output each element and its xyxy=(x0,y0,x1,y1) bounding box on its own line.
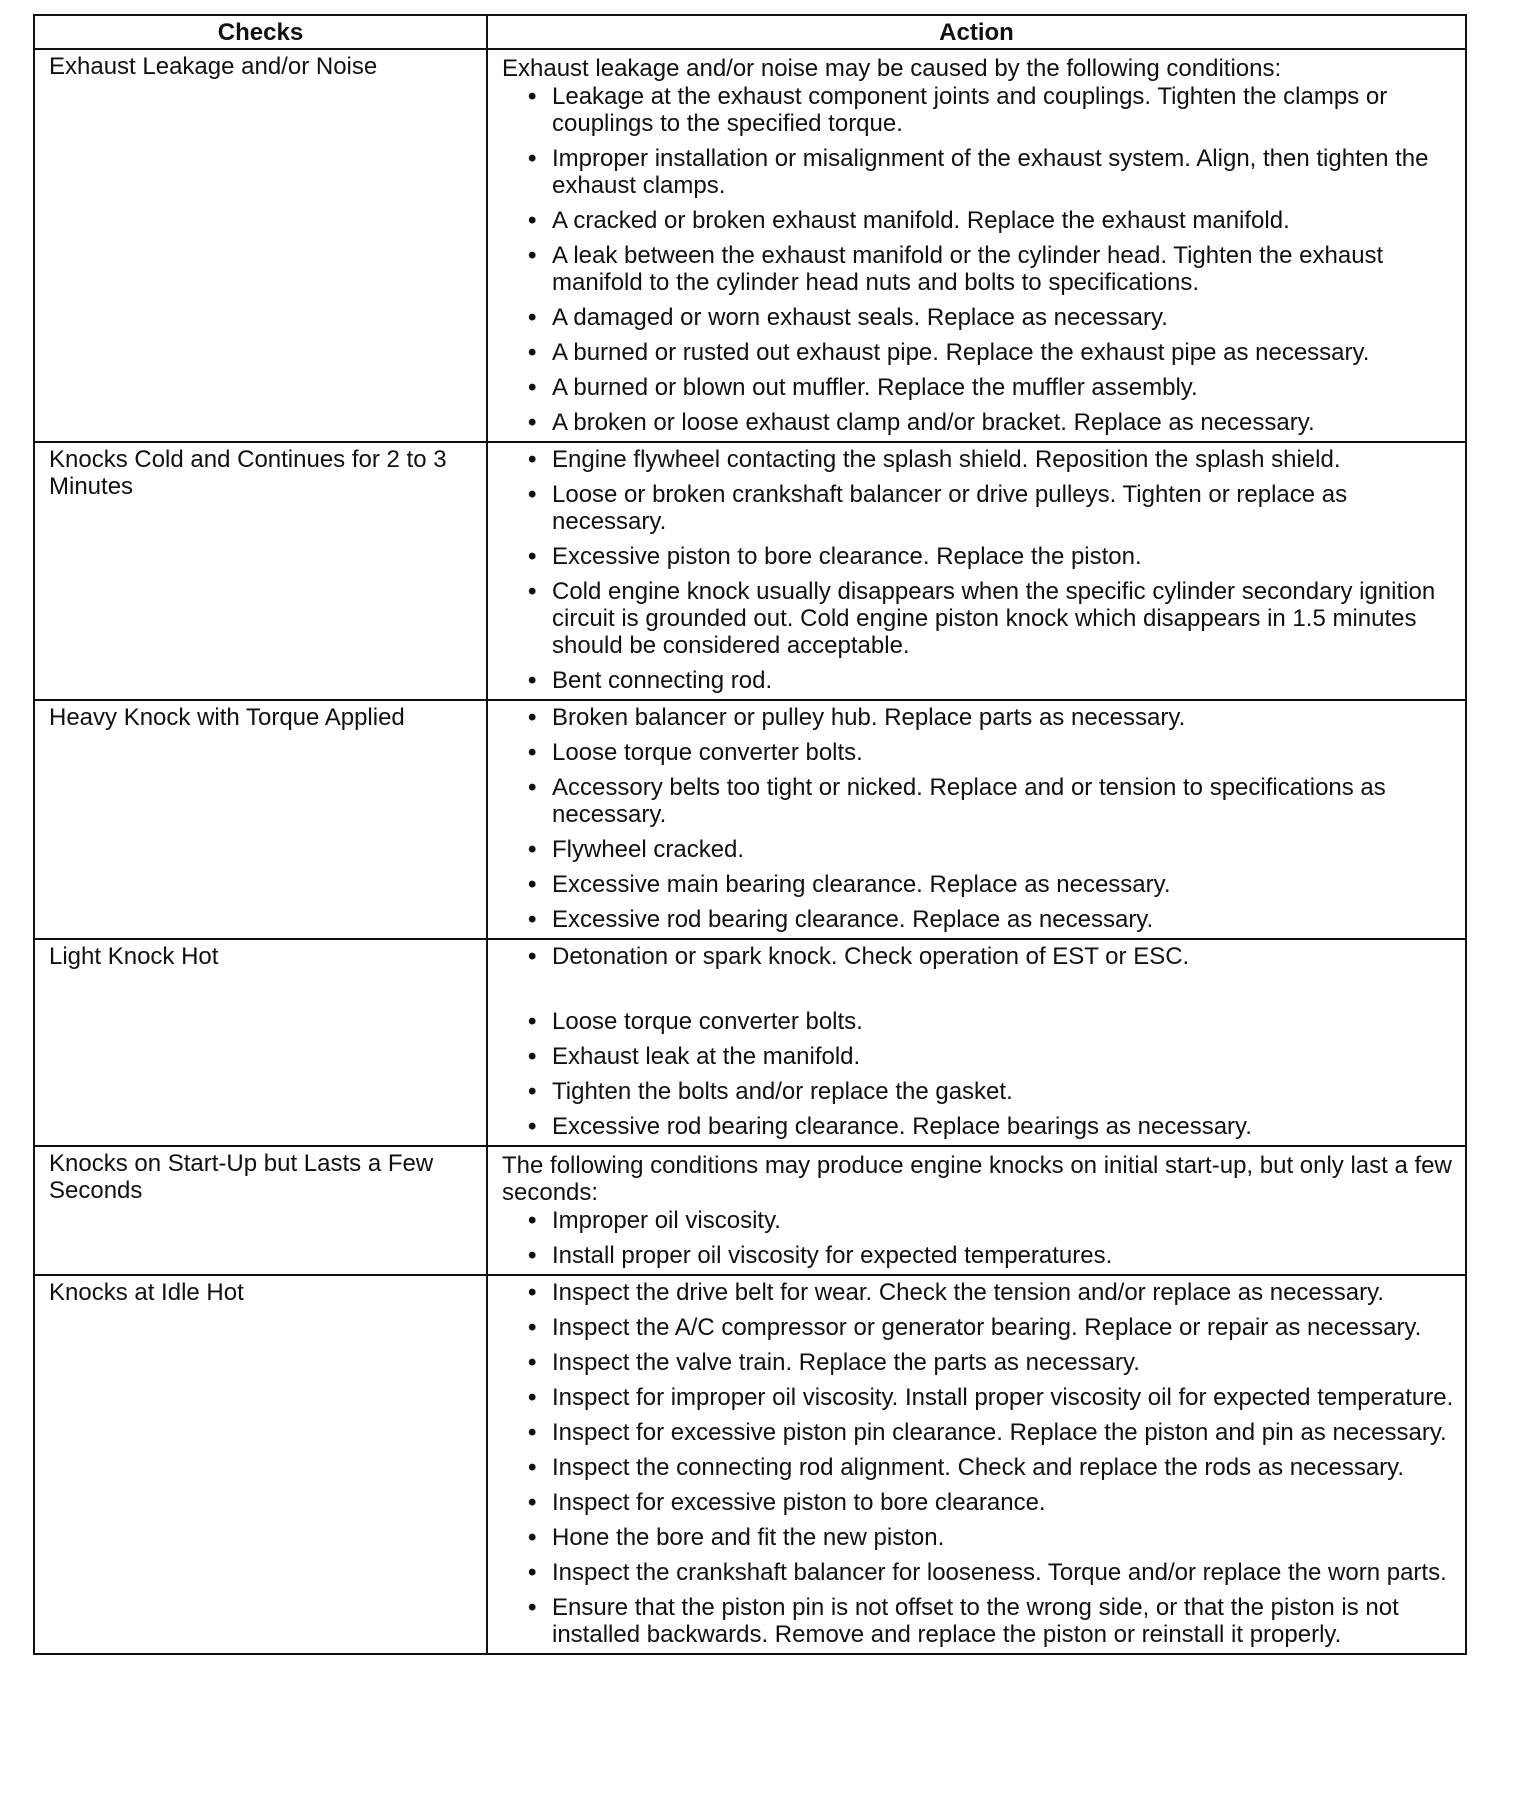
table-row xyxy=(34,1146,1466,1275)
list-item: • Inspect for excessive piston pin clearance. Replace the piston and pin as necessary. xyxy=(528,1419,1455,1446)
list-item: • Flywheel cracked. xyxy=(528,836,1455,863)
table-row xyxy=(34,700,1466,939)
list-item: • Inspect the drive belt for wear. Check the tension and/or replace as necessary. xyxy=(528,1279,1455,1306)
list-item: • Loose torque converter bolts. xyxy=(528,739,1455,766)
list-item: • Excessive main bearing clearance. Replace as necessary. xyxy=(528,871,1455,898)
check-cell: Knocks on Start-Up but Lasts a Few Seconds xyxy=(34,1146,487,1275)
action-list xyxy=(502,83,1455,436)
list-item: • Broken balancer or pulley hub. Replace parts as necessary. xyxy=(528,704,1455,731)
list-item: • Accessory belts too tight or nicked. Replace and or tension to specifications as necessary. xyxy=(528,774,1455,828)
list-item: • Inspect for improper oil viscosity. Install proper viscosity oil for expected temperature. xyxy=(528,1384,1455,1411)
action-cell xyxy=(487,442,1466,700)
list-item: • Ensure that the piston pin is not offset to the wrong side, or that the piston is not installed backwards. Remove and replace the piston or reinstall it properly. xyxy=(528,1594,1455,1648)
action-cell xyxy=(487,49,1466,442)
list-item: • Inspect the crankshaft balancer for looseness. Torque and/or replace the worn parts. xyxy=(528,1559,1455,1586)
action-intro: Exhaust leakage and/or noise may be caused by the following conditions: xyxy=(502,55,1282,82)
list-item: • Improper oil viscosity. xyxy=(528,1207,1455,1234)
header-checks: Checks xyxy=(34,15,487,49)
table-row xyxy=(34,442,1466,700)
action-list xyxy=(502,446,1455,694)
action-list xyxy=(502,704,1455,933)
list-item: • A damaged or worn exhaust seals. Replace as necessary. xyxy=(528,304,1455,331)
action-intro: The following conditions may produce engine knocks on initial start-up, but only last a few seconds: xyxy=(502,1152,1452,1206)
list-item: • Inspect the connecting rod alignment. Check and replace the rods as necessary. xyxy=(528,1454,1455,1481)
list-item: • Excessive rod bearing clearance. Replace as necessary. xyxy=(528,906,1455,933)
list-item: • A broken or loose exhaust clamp and/or bracket. Replace as necessary. xyxy=(528,409,1455,436)
action-cell xyxy=(487,700,1466,939)
list-item: • Install proper oil viscosity for expected temperatures. xyxy=(528,1242,1455,1269)
list-item: • Loose or broken crankshaft balancer or drive pulleys. Tighten or replace as necessary. xyxy=(528,481,1455,535)
action-list xyxy=(502,1207,1455,1269)
diagnosis-table xyxy=(33,14,1467,1655)
check-cell: Light Knock Hot xyxy=(34,939,487,1146)
list-item: • Cold engine knock usually disappears when the specific cylinder secondary ignition circuit is grounded out. Cold engine piston knock which disappears in 1.5 minutes should be considered acceptable. xyxy=(528,578,1455,659)
check-cell: Knocks at Idle Hot xyxy=(34,1275,487,1654)
header-row xyxy=(34,15,1466,49)
list-item: • A cracked or broken exhaust manifold. Replace the exhaust manifold. xyxy=(528,207,1455,234)
action-cell xyxy=(487,939,1466,1146)
list-item: • Leakage at the exhaust component joints and couplings. Tighten the clamps or couplings to the specified torque. xyxy=(528,83,1455,137)
table-row xyxy=(34,49,1466,442)
action-cell xyxy=(487,1146,1466,1275)
list-item: • Tighten the bolts and/or replace the gasket. xyxy=(528,1078,1455,1105)
list-item: • A leak between the exhaust manifold or the cylinder head. Tighten the exhaust manifold to the cylinder head nuts and bolts to specifications. xyxy=(528,242,1455,296)
check-cell: Knocks Cold and Continues for 2 to 3 Minutes xyxy=(34,442,487,700)
check-cell: Exhaust Leakage and/or Noise xyxy=(34,49,487,442)
list-item: • Bent connecting rod. xyxy=(528,667,1455,694)
action-cell xyxy=(487,1275,1466,1654)
check-cell: Heavy Knock with Torque Applied xyxy=(34,700,487,939)
list-item: • Inspect the A/C compressor or generator bearing. Replace or repair as necessary. xyxy=(528,1314,1455,1341)
list-item: • Improper installation or misalignment of the exhaust system. Align, then tighten the exhaust clamps. xyxy=(528,145,1455,199)
table-row xyxy=(34,939,1466,1146)
list-item: • Exhaust leak at the manifold. xyxy=(528,1043,1455,1070)
action-list xyxy=(502,1279,1455,1648)
action-list xyxy=(502,943,1455,1140)
list-item: • Hone the bore and fit the new piston. xyxy=(528,1524,1455,1551)
list-item: • Detonation or spark knock. Check operation of EST or ESC. xyxy=(528,943,1455,970)
list-item: • Inspect for excessive piston to bore clearance. xyxy=(528,1489,1455,1516)
table-row xyxy=(34,1275,1466,1654)
list-item: • Inspect the valve train. Replace the parts as necessary. xyxy=(528,1349,1455,1376)
list-item: • Loose torque converter bolts. xyxy=(528,1008,1455,1035)
list-item: • Excessive rod bearing clearance. Replace bearings as necessary. xyxy=(528,1113,1455,1140)
list-item: • A burned or rusted out exhaust pipe. Replace the exhaust pipe as necessary. xyxy=(528,339,1455,366)
list-item: • Excessive piston to bore clearance. Replace the piston. xyxy=(528,543,1455,570)
header-action: Action xyxy=(487,15,1466,49)
list-item: • Engine flywheel contacting the splash shield. Reposition the splash shield. xyxy=(528,446,1455,473)
list-item: • A burned or blown out muffler. Replace the muffler assembly. xyxy=(528,374,1455,401)
